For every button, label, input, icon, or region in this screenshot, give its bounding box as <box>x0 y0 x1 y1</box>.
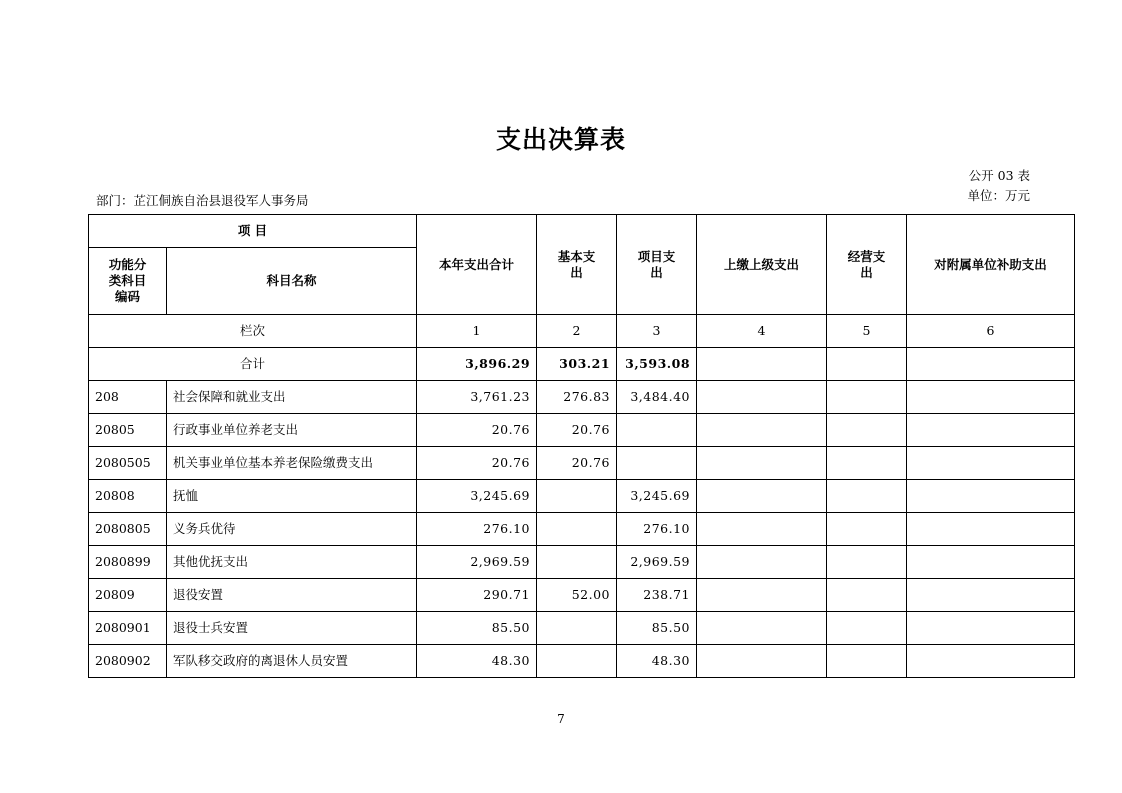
expenditure-final-accounts-table <box>88 214 1075 678</box>
row-project: 85.50 <box>617 612 697 645</box>
column-index-1: 1 <box>417 315 537 348</box>
row-year-total: 276.10 <box>417 513 537 546</box>
header-group-item: 项 目 <box>89 215 417 248</box>
row-upper-level <box>697 480 827 513</box>
form-meta <box>967 166 1030 206</box>
row-subsidy <box>907 513 1075 546</box>
row-basic: 52.00 <box>537 579 617 612</box>
row-basic <box>537 612 617 645</box>
row-operating <box>827 513 907 546</box>
column-index-5: 5 <box>827 315 907 348</box>
table-row <box>89 546 1075 579</box>
row-operating <box>827 480 907 513</box>
row-operating <box>827 546 907 579</box>
row-year-total: 85.50 <box>417 612 537 645</box>
total-row-project: 3,593.08 <box>617 348 697 381</box>
total-row-year-total: 3,896.29 <box>417 348 537 381</box>
page-number: 7 <box>557 712 565 726</box>
row-operating <box>827 579 907 612</box>
row-name: 退役安置 <box>167 579 417 612</box>
row-year-total: 48.30 <box>417 645 537 678</box>
row-year-total: 290.71 <box>417 579 537 612</box>
row-code: 2080902 <box>89 645 167 678</box>
row-year-total: 20.76 <box>417 447 537 480</box>
row-subsidy <box>907 414 1075 447</box>
table-row <box>89 645 1075 678</box>
row-upper-level <box>697 447 827 480</box>
row-project <box>617 447 697 480</box>
row-basic: 20.76 <box>537 447 617 480</box>
table-header-row-1 <box>89 215 1075 248</box>
table-row <box>89 480 1075 513</box>
row-subsidy <box>907 579 1075 612</box>
row-operating <box>827 447 907 480</box>
row-project: 3,245.69 <box>617 480 697 513</box>
row-basic <box>537 546 617 579</box>
row-year-total: 3,245.69 <box>417 480 537 513</box>
row-code: 208 <box>89 381 167 414</box>
column-index-4: 4 <box>697 315 827 348</box>
header-subject-name: 科目名称 <box>167 248 417 315</box>
total-row-operating <box>827 348 907 381</box>
column-index-6: 6 <box>907 315 1075 348</box>
row-code: 20805 <box>89 414 167 447</box>
row-operating <box>827 612 907 645</box>
column-index-3: 3 <box>617 315 697 348</box>
table-row <box>89 612 1075 645</box>
row-project: 276.10 <box>617 513 697 546</box>
row-year-total: 3,761.23 <box>417 381 537 414</box>
header-function-code: 功能分 类科目 编码 <box>89 248 167 315</box>
row-subsidy <box>907 381 1075 414</box>
row-code: 2080505 <box>89 447 167 480</box>
row-year-total: 2,969.59 <box>417 546 537 579</box>
row-upper-level <box>697 645 827 678</box>
row-name: 义务兵优待 <box>167 513 417 546</box>
row-code: 20808 <box>89 480 167 513</box>
page-title: 支出决算表 <box>495 125 626 154</box>
table-row <box>89 447 1075 480</box>
row-operating <box>827 414 907 447</box>
column-index-label: 栏次 <box>89 315 417 348</box>
row-name: 社会保障和就业支出 <box>167 381 417 414</box>
row-project: 48.30 <box>617 645 697 678</box>
row-subsidy <box>907 612 1075 645</box>
row-operating <box>827 645 907 678</box>
row-upper-level <box>697 414 827 447</box>
table-row <box>89 579 1075 612</box>
total-row-upper-level <box>697 348 827 381</box>
column-index-2: 2 <box>537 315 617 348</box>
row-name: 抚恤 <box>167 480 417 513</box>
row-name: 机关事业单位基本养老保险缴费支出 <box>167 447 417 480</box>
form-number: 公开 03 表 <box>968 168 1030 183</box>
header-operating-expenditure: 经营支 出 <box>827 215 907 315</box>
row-upper-level <box>697 579 827 612</box>
total-row <box>89 348 1075 381</box>
header-project-expenditure: 项目支 出 <box>617 215 697 315</box>
header-subsidy-to-affiliated-units: 对附属单位补助支出 <box>907 215 1075 315</box>
total-row-subsidy <box>907 348 1075 381</box>
header-year-total: 本年支出合计 <box>417 215 537 315</box>
table-row <box>89 381 1075 414</box>
row-project: 2,969.59 <box>617 546 697 579</box>
row-subsidy <box>907 447 1075 480</box>
row-name: 其他优抚支出 <box>167 546 417 579</box>
row-year-total: 20.76 <box>417 414 537 447</box>
header-upper-level-expenditure: 上缴上级支出 <box>697 215 827 315</box>
row-subsidy <box>907 480 1075 513</box>
row-subsidy <box>907 546 1075 579</box>
total-row-label: 合计 <box>89 348 417 381</box>
row-name: 行政事业单位养老支出 <box>167 414 417 447</box>
row-basic: 276.83 <box>537 381 617 414</box>
column-index-row <box>89 315 1075 348</box>
row-name: 军队移交政府的离退休人员安置 <box>167 645 417 678</box>
row-basic: 20.76 <box>537 414 617 447</box>
table-row <box>89 513 1075 546</box>
row-upper-level <box>697 513 827 546</box>
row-project: 3,484.40 <box>617 381 697 414</box>
row-name: 退役士兵安置 <box>167 612 417 645</box>
row-upper-level <box>697 612 827 645</box>
row-upper-level <box>697 381 827 414</box>
row-code: 2080899 <box>89 546 167 579</box>
row-operating <box>827 381 907 414</box>
table-row <box>89 414 1075 447</box>
row-code: 2080805 <box>89 513 167 546</box>
department-line: 部门：芷江侗族自治县退役军人事务局 <box>96 193 309 208</box>
row-code: 20809 <box>89 579 167 612</box>
row-code: 2080901 <box>89 612 167 645</box>
row-basic <box>537 645 617 678</box>
row-project <box>617 414 697 447</box>
row-project: 238.71 <box>617 579 697 612</box>
row-subsidy <box>907 645 1075 678</box>
unit-note: 单位：万元 <box>967 188 1030 203</box>
header-basic-expenditure: 基本支 出 <box>537 215 617 315</box>
row-basic <box>537 513 617 546</box>
row-upper-level <box>697 546 827 579</box>
total-row-basic: 303.21 <box>537 348 617 381</box>
row-basic <box>537 480 617 513</box>
